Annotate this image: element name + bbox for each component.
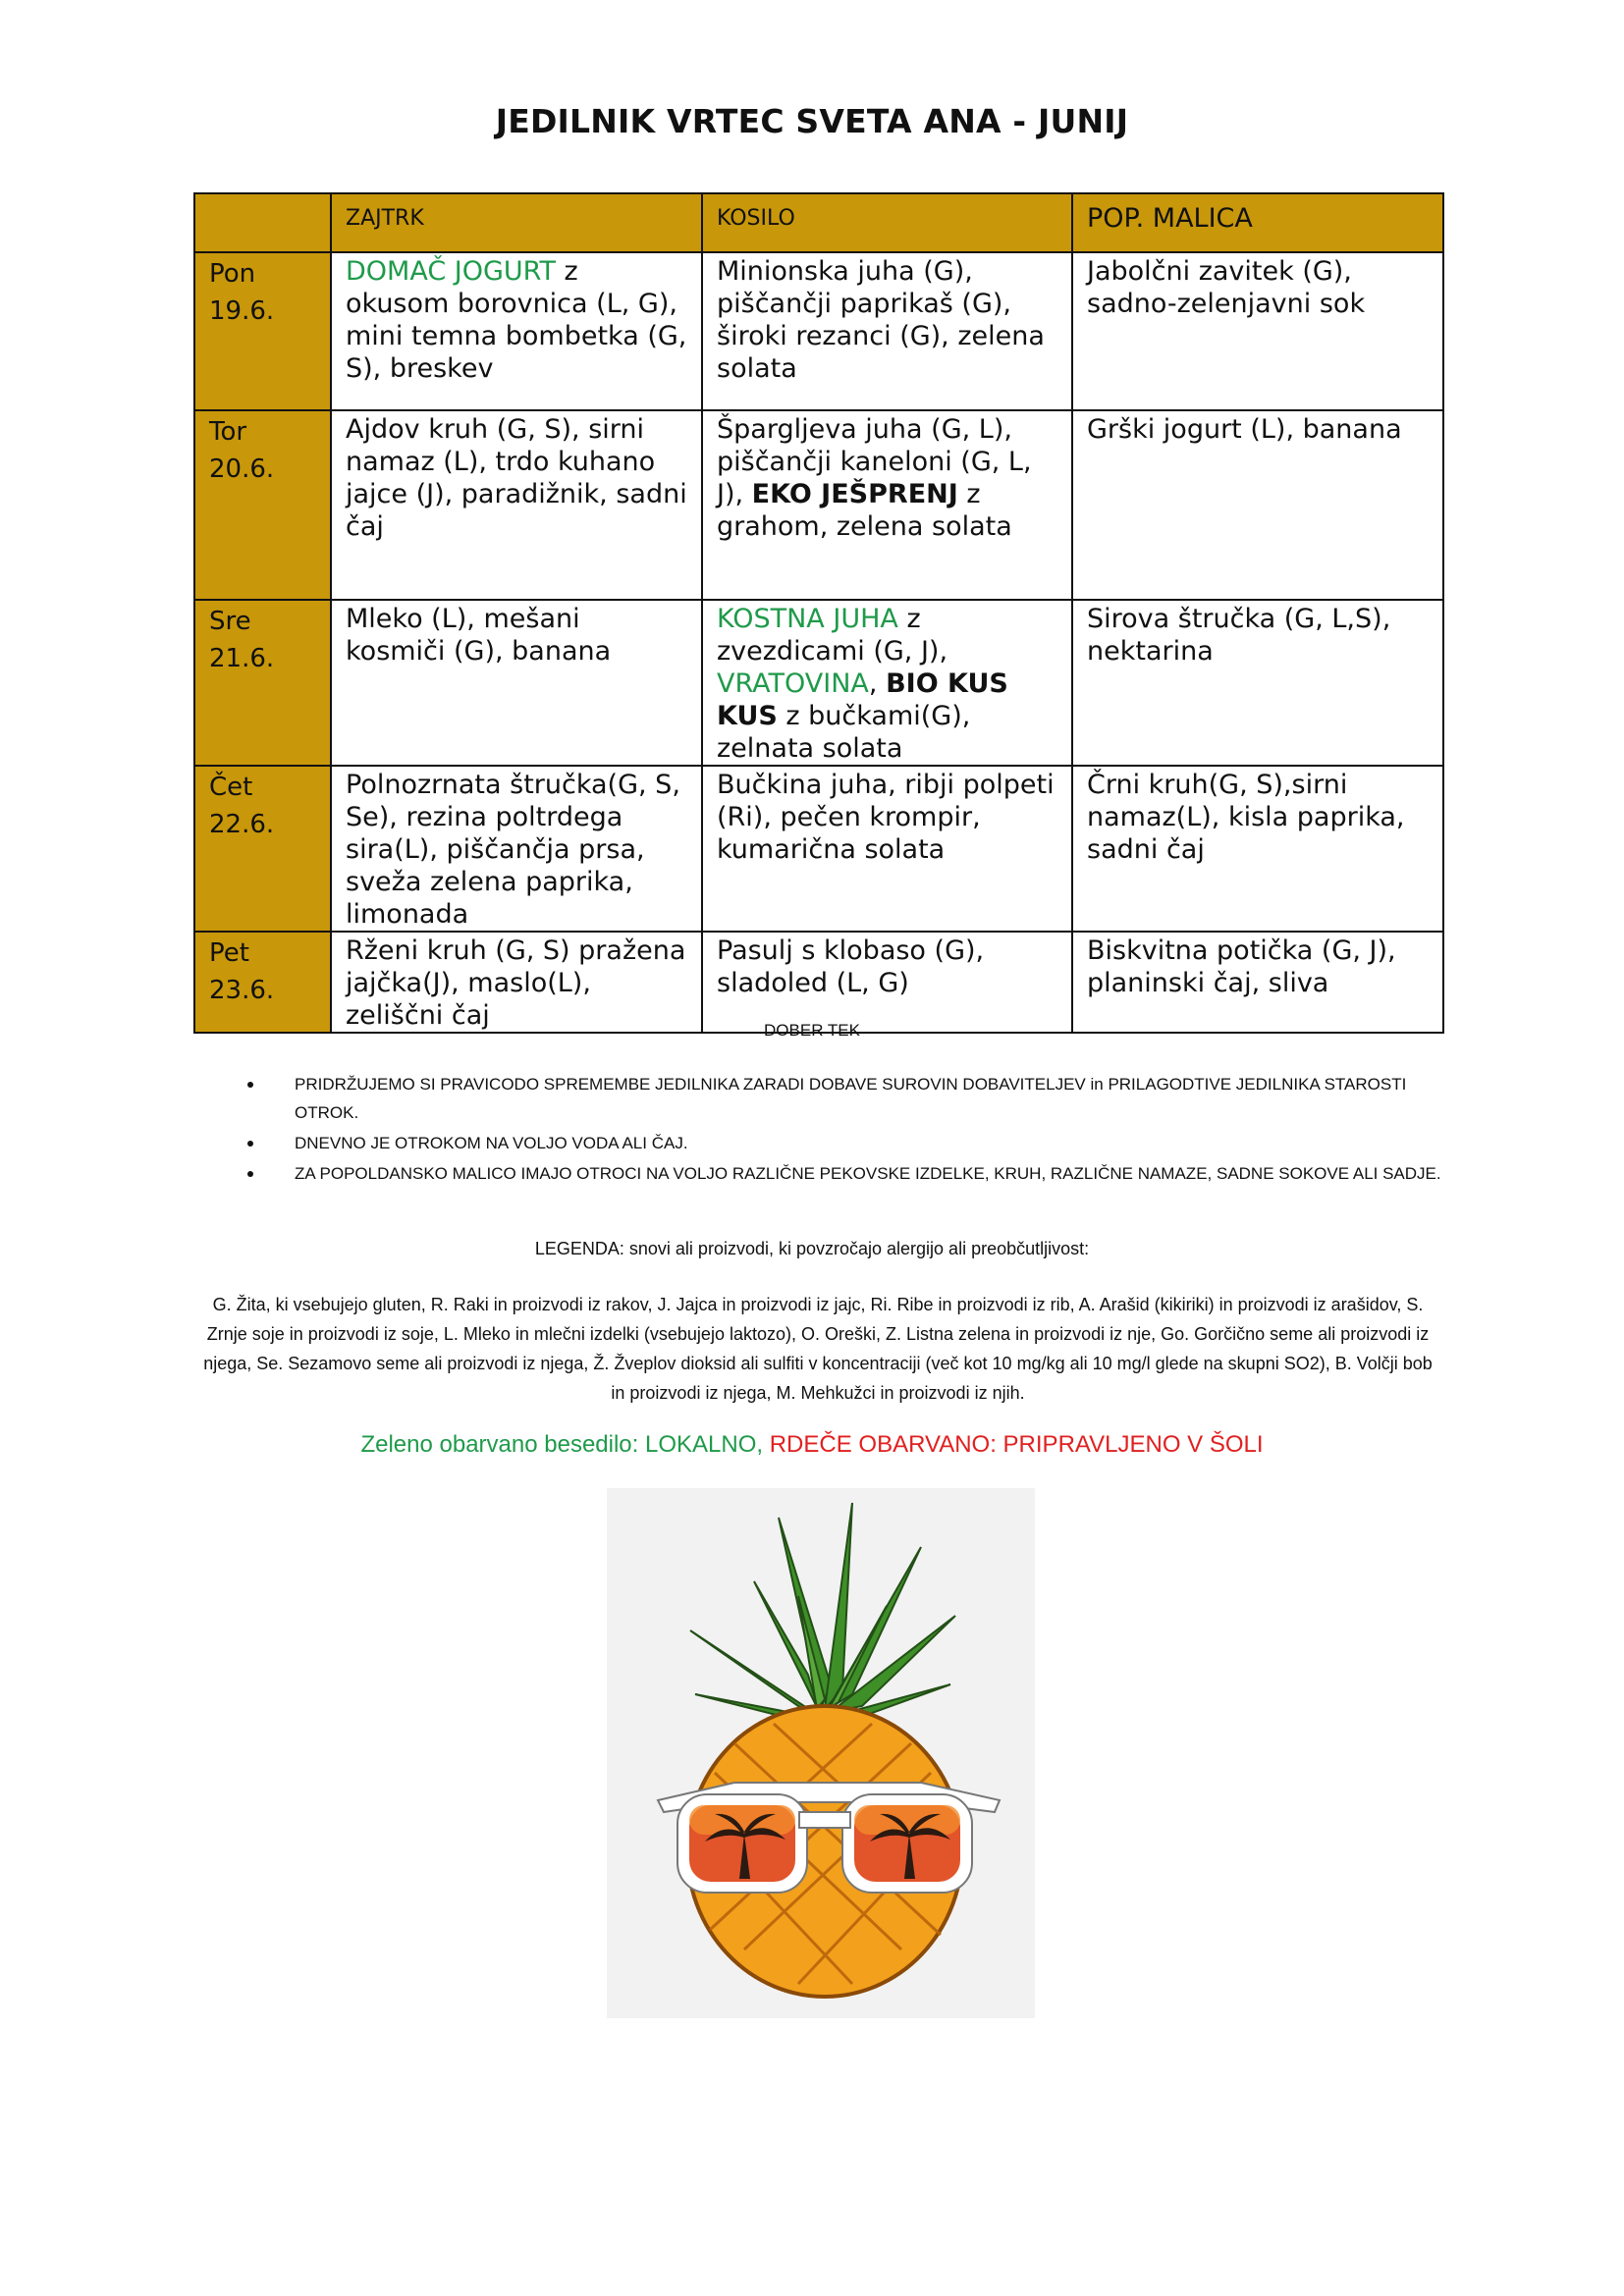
allergen-legend: G. Žita, ki vsebujejo gluten, R. Raki in proizvodi iz rakov, J. Jajca in proizvodi iz jajc, Ri. Ribe in proizvodi iz rib, A. Arašid (kikiriki) in proizvodi iz arašidov, S. Zrnje soje in proizvodi iz soje, L. Mleko in mlečni izdelki (vsebujejo laktozo), O. Oreški, Z. Listna zelena in proizvodi iz nje, Go. Gorčično seme ali proizvodi iz njega, Se. Sezamovo seme ali proizvodi iz njega, Ž. Žveplov dioksid ali sulfiti v koncentraciji (več kot 10 mg/kg ali 10 mg/l glede na skupni SO2), B. Volčji bob in proizvodi iz njega, M. Mehkužci in proizvodi iz njih. (203, 1295, 1433, 1403)
table-row (194, 932, 1443, 1033)
day-cell (194, 766, 331, 932)
day-cell (194, 252, 331, 410)
notes-list (245, 1070, 1443, 1190)
day-name: Tor (209, 417, 247, 447)
bio-item: BIO KUS KUS (717, 668, 1008, 731)
kosilo-cell: Minionska juha (G), piščančji paprikaš (G), široki rezanci (G), zelena solata (702, 252, 1072, 410)
list-item (245, 1159, 1443, 1188)
note-text: DNEVNO JE OTROKOM NA VOLJO VODA ALI ČAJ. (295, 1134, 688, 1152)
list-item (245, 1070, 1443, 1127)
local-item: KOSTNA JUHA (717, 604, 898, 634)
day-date: 20.6. (209, 454, 275, 484)
day-cell (194, 600, 331, 766)
legend-title: LEGENDA: snovi ali proizvodi, ki povzročajo alergijo ali preobčutljivost: (534, 1239, 1090, 1258)
bullet-icon (247, 1171, 253, 1177)
kosilo-cell: Pasulj s klobaso (G), sladoled (L, G) (702, 932, 1072, 1033)
kosilo-cell (702, 600, 1072, 766)
green-legend-text: Zeleno obarvano besedilo: LOKALNO, (360, 1431, 764, 1458)
day-date: 23.6. (209, 976, 275, 1005)
day-name: Sre (209, 607, 251, 636)
day-cell (194, 932, 331, 1033)
malica-cell: Grški jogurt (L), banana (1072, 410, 1443, 600)
zajtrk-cell: Mleko (L), mešani kosmiči (G), banana (331, 600, 702, 766)
header-zajtrk: ZAJTRK (331, 193, 702, 252)
zajtrk-cell: Rženi kruh (G, S) pražena jajčka(J), maslo(L), zeliščni čaj (331, 932, 702, 1033)
day-date: 21.6. (209, 644, 275, 673)
page-title: JEDILNIK VRTEC SVETA ANA - JUNIJ (495, 102, 1129, 140)
header-empty (194, 193, 331, 252)
kosilo-text: z zvezdicami (G, J), (717, 604, 948, 667)
kosilo-cell: Bučkina juha, ribji polpeti (Ri), pečen krompir, kumarična solata (702, 766, 1072, 932)
zajtrk-cell: Ajdov kruh (G, S), sirni namaz (L), trdo kuhano jajce (J), paradižnik, sadni čaj (331, 410, 702, 600)
zajtrk-text: z okusom borovnica (L, G), mini temna bombetka (G, S), breskev (346, 256, 687, 384)
zajtrk-cell (331, 252, 702, 410)
malica-cell: Sirova štručka (G, L,S), nektarina (1072, 600, 1443, 766)
kosilo-text: z bučkami(G), zelnata solata (717, 701, 971, 764)
table-row (194, 766, 1443, 932)
day-name: Pet (209, 938, 249, 968)
red-legend-text: RDEČE OBARVANO: PRIPRAVLJENO V ŠOLI (769, 1431, 1264, 1458)
pineapple-illustration (607, 1488, 1035, 2018)
header-row (194, 193, 1443, 252)
local-item: VRATOVINA (717, 668, 869, 699)
table-row (194, 252, 1443, 410)
header-malica: POP. MALICA (1072, 193, 1443, 252)
menu-table (193, 192, 1444, 1034)
kosilo-cell (702, 410, 1072, 600)
local-item: DOMAČ JOGURT (346, 256, 556, 287)
note-text: PRIDRŽUJEMO SI PRAVICODO SPREMEMBE JEDILNIKA ZARADI DOBAVE SUROVIN DOBAVITELJEV in PRILAGODTIVE JEDILNIKA STAROSTI OTROK. (295, 1075, 1407, 1122)
bullet-icon (247, 1141, 253, 1147)
table-row (194, 600, 1443, 766)
zajtrk-cell: Polnozrnata štručka(G, S, Se), rezina poltrdega sira(L), piščančja prsa, sveža zelena paprika, limonada (331, 766, 702, 932)
dober-tek: DOBER TEK (764, 1021, 860, 1040)
table-row (194, 410, 1443, 600)
bullet-icon (247, 1082, 253, 1088)
malica-cell: Biskvitna potička (G, J), planinski čaj, sliva (1072, 932, 1443, 1033)
note-text: ZA POPOLDANSKO MALICO IMAJO OTROCI NA VOLJO RAZLIČNE PEKOVSKE IZDELKE, KRUH, RAZLIČNE NAMAZE, SADNE SOKOVE ALI SADJE. (295, 1164, 1441, 1183)
malica-cell: Črni kruh(G, S),sirni namaz(L), kisla paprika, sadni čaj (1072, 766, 1443, 932)
header-kosilo: KOSILO (702, 193, 1072, 252)
kosilo-text: , (868, 668, 887, 699)
day-date: 19.6. (209, 296, 275, 326)
eco-item: EKO JEŠPRENJ (751, 479, 958, 509)
day-cell (194, 410, 331, 600)
malica-cell: Jabolčni zavitek (G), sadno-zelenjavni sok (1072, 252, 1443, 410)
day-date: 22.6. (209, 810, 275, 839)
kosilo-text: z grahom, zelena solata (717, 479, 1012, 542)
day-name: Pon (209, 259, 256, 289)
color-legend (0, 1431, 1624, 1459)
day-name: Čet (209, 773, 253, 802)
list-item (245, 1129, 1443, 1157)
kosilo-text: Špargljeva juha (G, L), piščančji kaneloni (G, L, J), (717, 414, 1032, 509)
